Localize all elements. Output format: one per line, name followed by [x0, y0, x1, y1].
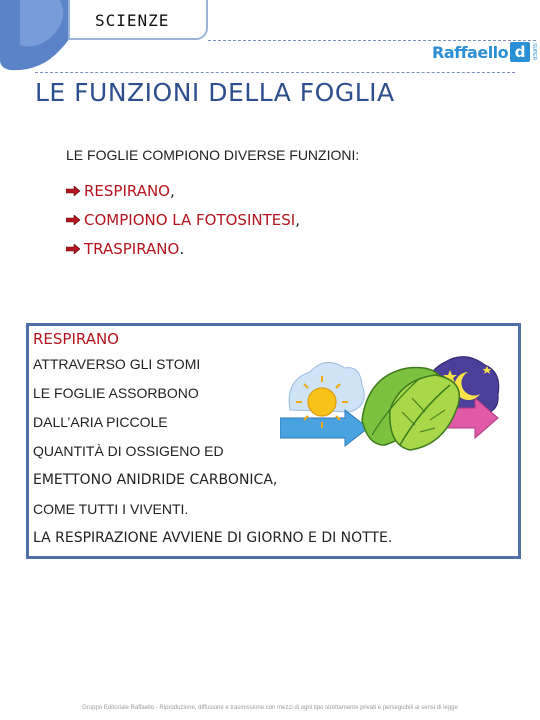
function-label: TRASPIRANO — [84, 239, 180, 258]
publisher-logo — [432, 42, 537, 62]
list-item — [66, 234, 300, 263]
arrow-bullet-icon — [66, 186, 80, 196]
footer-copyright: Gruppo Editoriale Raffaello - Riproduzione, diffusione e trasmissione con mezzi di ogni tipo strettamente privati e perseguibili ai sensi di legge — [82, 705, 458, 711]
logo-text: Raffaello — [432, 42, 509, 62]
text-line: EMETTONO ANIDRIDE CARBONICA, — [33, 472, 278, 488]
logo-letter: d — [510, 42, 530, 62]
text-line: COME TUTTI I VIVENTI. — [33, 501, 189, 517]
text-line: ATTRAVERSO GLI STOMI — [33, 356, 201, 372]
page-title: LE FUNZIONI DELLA FOGLIA — [35, 78, 395, 107]
list-item — [66, 205, 300, 234]
logo-sub: SUPER — [531, 43, 538, 61]
arrow-bullet-icon — [66, 244, 80, 254]
function-label: RESPIRANO — [84, 181, 170, 200]
text-line: LE FOGLIE ASSORBONO — [33, 385, 199, 401]
function-punct: , — [295, 210, 300, 229]
text-line: QUANTITÀ DI OSSIGENO ED — [33, 443, 224, 459]
subject-label: SCIENZE — [95, 11, 170, 30]
arrow-bullet-icon — [66, 215, 80, 225]
leaf-icon — [362, 368, 459, 451]
text-line: DALL’ARIA PICCOLE — [33, 414, 168, 430]
text-line: LA RESPIRAZIONE AVVIENE DI GIORNO E DI NOTTE. — [33, 530, 393, 546]
function-punct: . — [179, 239, 185, 258]
function-label: COMPIONO LA FOTOSINTESI — [84, 210, 296, 229]
header-divider — [208, 40, 536, 41]
intro-text: LE FOGLIE COMPIONO DIVERSE FUNZIONI: — [66, 147, 360, 163]
respiration-heading: RESPIRANO — [33, 330, 119, 348]
list-item — [66, 176, 300, 205]
title-divider — [35, 72, 515, 73]
day-night-leaf-illustration — [280, 350, 505, 460]
function-list — [66, 176, 300, 263]
function-punct: , — [170, 181, 175, 200]
